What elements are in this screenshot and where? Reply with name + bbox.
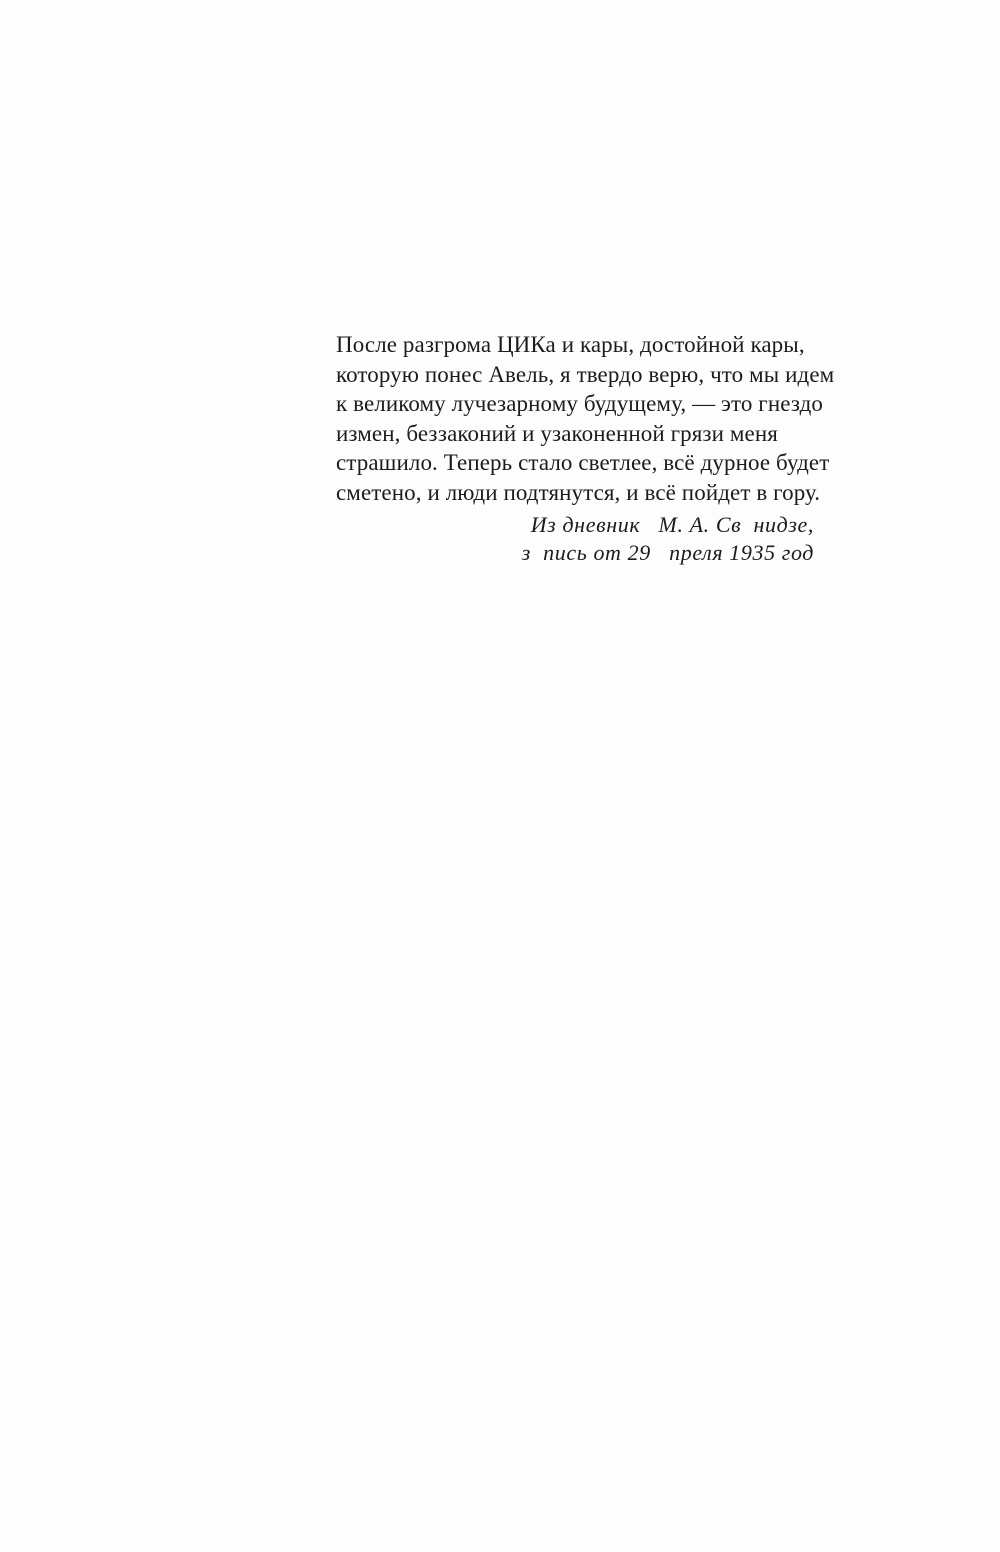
attribution-source: Из дневник М. А. Св нидзе, [530, 512, 814, 537]
quote-line: измен, беззаконий и узаконенной грязи меня [336, 420, 778, 446]
quote-line: сметено, и люди подтянутся, и всё пойдет в гору. [336, 479, 821, 505]
epigraph [336, 330, 836, 567]
quote-line: к великому лучезарному будущему, — это гнездо [336, 391, 823, 416]
epigraph-attribution [336, 511, 814, 567]
quote-line: страшило. Теперь стало светлее, всё дурное будет [336, 450, 830, 475]
epigraph-quote [336, 330, 836, 507]
attribution-date: з пись от 29 преля 1935 год [521, 540, 814, 565]
quote-line: которую понес Авель, я твердо верю, что мы идем [336, 361, 835, 387]
quote-line: После разгрома ЦИКа и кары, достойной кары, [336, 332, 805, 357]
